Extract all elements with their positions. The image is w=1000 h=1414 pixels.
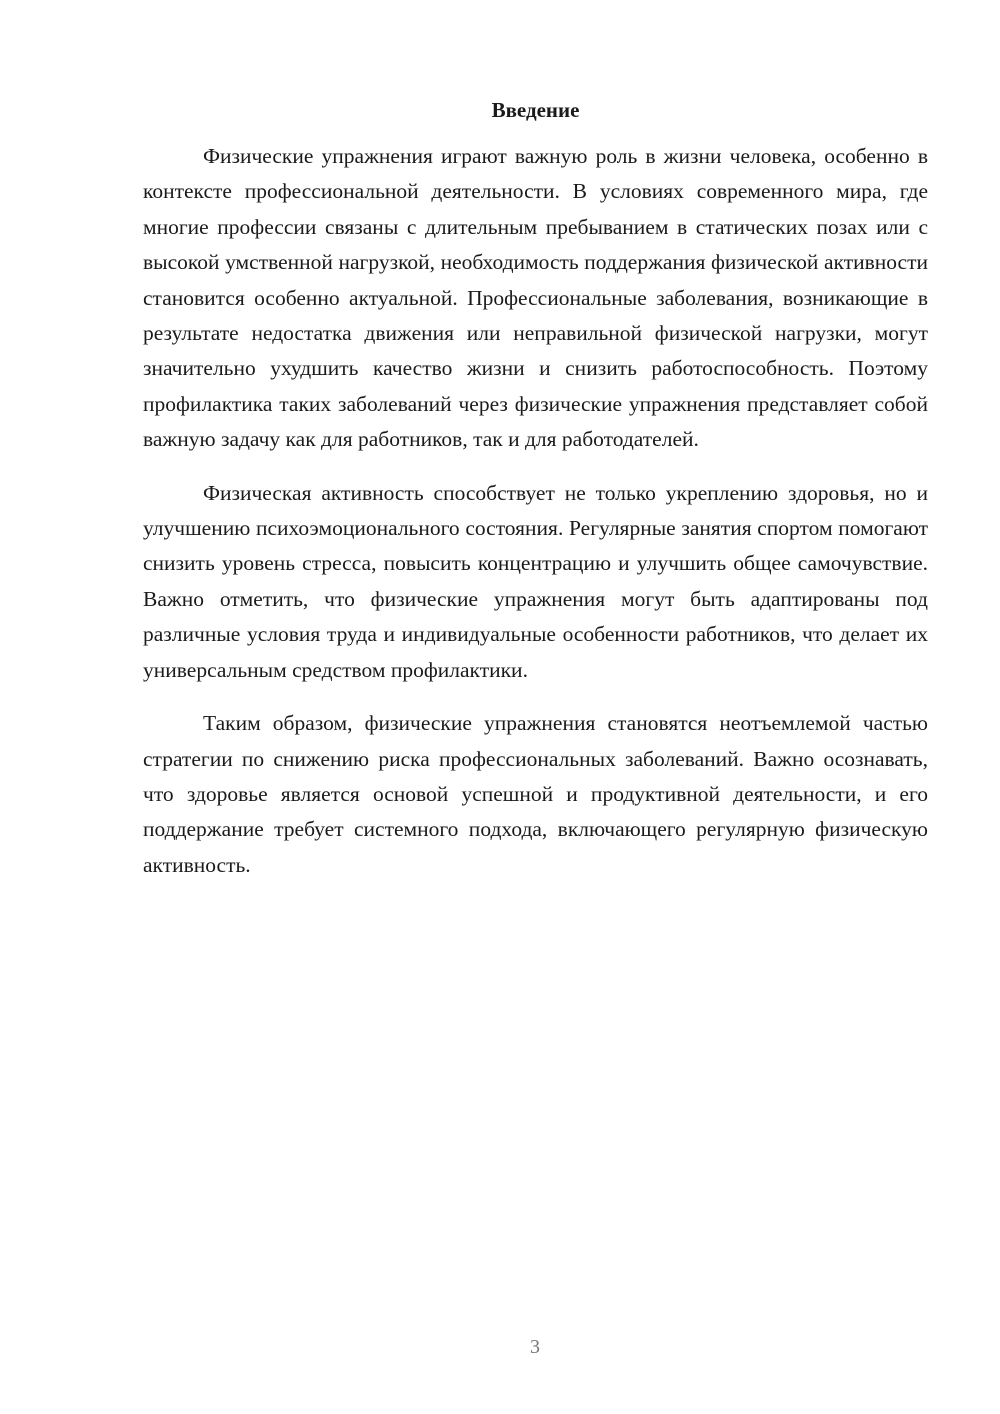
paragraph-1: Физические упражнения играют важную роль в жизни человека, особенно в контексте профессиональной деятельности. В условиях современного мира, где многие профессии связаны с длительным пребыванием в статических позах или с высокой умственной нагрузкой, необходимость поддержания физической активности становится особенно актуальной. Профессиональные заболевания, возникающие в результате недостатка движения или неправильной физической нагрузки, могут значительно ухудшить качество жизни и снизить работоспособность. Поэтому профилактика таких заболеваний через физические упражнения представляет собой важную задачу как для работников, так и для работодателей. [143,144,928,452]
paragraph-3: Таким образом, физические упражнения становятся неотъемлемой частью стратегии по снижению риска профессиональных заболеваний. Важно осознавать, что здоровье является основой успешной и продуктивной деятельности, и его поддержание требует системного подхода, включающего регулярную физическую активность. [143,711,928,877]
section-title: Введение [491,98,580,122]
page-number: 3 [530,1336,540,1358]
page-body [143,94,928,901]
paragraph-2: Физическая активность способствует не только укреплению здоровья, но и улучшению психоэмоционального состояния. Регулярные занятия спортом помогают снизить уровень стресса, повысить концентрацию и улучшить общее самочувствие. Важно отметить, что физические упражнения могут быть адаптированы под различные условия труда и индивидуальные особенности работников, что делает их универсальным средством профилактики. [143,480,928,682]
